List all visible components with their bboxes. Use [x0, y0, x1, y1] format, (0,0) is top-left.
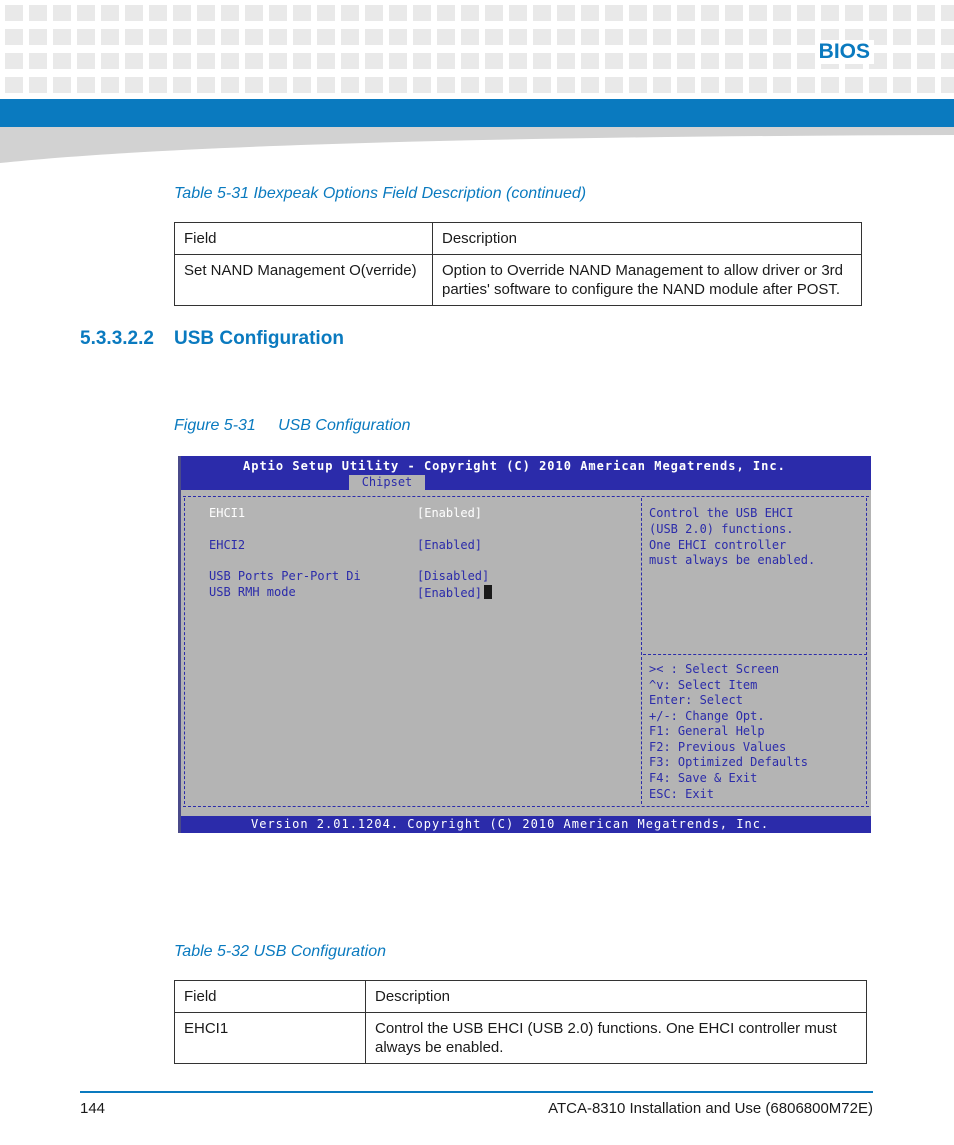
grid-cell — [5, 29, 23, 45]
grid-cell — [917, 5, 935, 21]
frame-bottom-border — [183, 806, 869, 807]
text-cursor — [484, 585, 492, 599]
grid-cell — [557, 77, 575, 93]
key-hint: ESC: Exit — [649, 787, 715, 801]
help-divider — [643, 654, 867, 655]
option-label: EHCI2 — [209, 538, 246, 552]
grid-cell — [653, 5, 671, 21]
grid-cell — [197, 29, 215, 45]
grid-cell — [173, 29, 191, 45]
option-value[interactable]: [Disabled] — [417, 569, 490, 583]
grid-cell — [581, 5, 599, 21]
grid-cell — [485, 29, 503, 45]
grid-cell — [77, 5, 95, 21]
option-usb-rmh[interactable] — [209, 585, 483, 600]
option-usb-ports[interactable] — [209, 569, 490, 583]
grid-cell — [437, 5, 455, 21]
frame-center-divider — [641, 498, 642, 804]
grid-cell — [629, 29, 647, 45]
grid-cell — [605, 29, 623, 45]
grid-cell — [485, 77, 503, 93]
grid-cell — [725, 29, 743, 45]
grid-cell — [389, 53, 407, 69]
bios-version: Version 2.01.1204. Copyright (C) 2010 American Megatrends, Inc. — [251, 817, 770, 831]
grid-cell — [677, 77, 695, 93]
grid-cell — [317, 5, 335, 21]
grid-cell — [773, 29, 791, 45]
grid-cell — [941, 29, 954, 45]
header-cell: Field — [175, 981, 366, 1013]
grid-cell — [653, 53, 671, 69]
bios-title: Aptio Setup Utility - Copyright (C) 2010 American Megatrends, Inc. — [243, 459, 786, 473]
page-section-title: BIOS — [815, 40, 874, 64]
grid-cell — [221, 77, 239, 93]
grid-cell — [917, 53, 935, 69]
grid-cell — [125, 5, 143, 21]
grid-cell — [605, 5, 623, 21]
option-label: EHCI1 — [209, 506, 246, 520]
grid-cell — [221, 29, 239, 45]
grid-cell — [53, 29, 71, 45]
field-cell: Set NAND Management O(verride) — [175, 255, 433, 306]
grid-cell — [77, 77, 95, 93]
grid-cell — [149, 53, 167, 69]
grid-cell — [317, 29, 335, 45]
footer-rule — [80, 1091, 873, 1093]
grid-cell — [29, 29, 47, 45]
grid-cell — [533, 53, 551, 69]
grid-cell — [725, 77, 743, 93]
key-hint: +/-: Change Opt. — [649, 709, 765, 723]
grid-cell — [773, 53, 791, 69]
grid-cell — [53, 5, 71, 21]
grid-cell — [869, 77, 887, 93]
header-cell: Description — [433, 223, 862, 255]
grid-cell — [437, 77, 455, 93]
grid-cell — [749, 5, 767, 21]
header-cell: Description — [366, 981, 867, 1013]
figure-label: Figure 5-31 — [174, 417, 256, 434]
grid-cell — [533, 5, 551, 21]
grid-cell — [701, 5, 719, 21]
grid-cell — [293, 29, 311, 45]
grid-cell — [269, 77, 287, 93]
frame-right-border — [866, 498, 867, 804]
grid-cell — [149, 5, 167, 21]
grid-cell — [413, 77, 431, 93]
option-value[interactable] — [417, 585, 492, 600]
header-blue-bar — [0, 99, 954, 127]
grid-cell — [341, 29, 359, 45]
grid-cell — [77, 53, 95, 69]
grid-cell — [101, 29, 119, 45]
grid-cell — [893, 29, 911, 45]
grid-cell — [245, 5, 263, 21]
grid-cell — [629, 77, 647, 93]
grid-cell — [461, 5, 479, 21]
key-hint: Enter: Select — [649, 693, 743, 707]
grid-cell — [509, 77, 527, 93]
bios-title-bar — [181, 456, 871, 490]
grid-cell — [245, 53, 263, 69]
grid-cell — [197, 5, 215, 21]
grid-cell — [389, 5, 407, 21]
grid-cell — [413, 5, 431, 21]
grid-cell — [365, 53, 383, 69]
grid-cell — [125, 53, 143, 69]
grid-cell — [77, 29, 95, 45]
option-value-text: [Enabled] — [417, 586, 483, 600]
grid-cell — [557, 5, 575, 21]
grid-cell — [125, 77, 143, 93]
grid-cell — [917, 77, 935, 93]
grid-cell — [797, 53, 815, 69]
grid-cell — [749, 29, 767, 45]
grid-cell — [605, 53, 623, 69]
bios-screenshot — [178, 456, 871, 833]
grid-cell — [557, 29, 575, 45]
grid-cell — [365, 29, 383, 45]
grid-cell — [53, 53, 71, 69]
grid-cell — [893, 53, 911, 69]
grid-cell — [173, 5, 191, 21]
grid-cell — [749, 53, 767, 69]
key-hint: >< : Select Screen — [649, 662, 780, 676]
grid-cell — [5, 53, 23, 69]
grid-cell — [941, 5, 954, 21]
grid-cell — [869, 5, 887, 21]
tab-chipset[interactable]: Chipset — [349, 475, 425, 490]
figure-caption — [174, 417, 411, 435]
header-pattern — [0, 0, 954, 98]
grid-cell — [461, 29, 479, 45]
grid-cell — [269, 53, 287, 69]
grid-cell — [461, 77, 479, 93]
grid-cell — [845, 77, 863, 93]
grid-cell — [173, 53, 191, 69]
grid-cell — [53, 77, 71, 93]
help-line: (USB 2.0) functions. — [649, 522, 794, 536]
help-line: Control the USB EHCI — [649, 506, 794, 520]
grid-cell — [221, 5, 239, 21]
table-row — [175, 1013, 867, 1064]
grid-cell — [461, 53, 479, 69]
frame-left-border — [184, 498, 185, 804]
figure-title: USB Configuration — [278, 417, 411, 434]
grid-cell — [941, 53, 954, 69]
key-hint: ^v: Select Item — [649, 678, 758, 692]
field-cell: EHCI1 — [175, 1013, 366, 1064]
table-31 — [174, 222, 862, 306]
frame-top-border — [183, 496, 869, 497]
grid-cell — [29, 5, 47, 21]
grid-cell — [293, 53, 311, 69]
grid-cell — [653, 77, 671, 93]
grid-cell — [389, 77, 407, 93]
grid-cell — [629, 53, 647, 69]
grid-cell — [101, 77, 119, 93]
grid-cell — [509, 5, 527, 21]
grid-cell — [389, 29, 407, 45]
grid-cell — [677, 53, 695, 69]
option-ehci1[interactable] — [209, 506, 483, 520]
description-cell: Control the USB EHCI (USB 2.0) functions. One EHCI controller must always be enabled. — [366, 1013, 867, 1064]
grid-cell — [341, 77, 359, 93]
grid-cell — [149, 77, 167, 93]
grid-cell — [269, 5, 287, 21]
grid-cell — [749, 77, 767, 93]
document-title: ATCA-8310 Installation and Use (6806800M72E) — [548, 1100, 873, 1117]
grid-cell — [581, 77, 599, 93]
section-heading — [80, 328, 344, 350]
key-hint: F2: Previous Values — [649, 740, 787, 754]
grid-cell — [797, 29, 815, 45]
grid-cell — [245, 77, 263, 93]
table-32 — [174, 980, 867, 1064]
grid-cell — [197, 53, 215, 69]
grid-cell — [701, 77, 719, 93]
grid-cell — [365, 5, 383, 21]
grid-cell — [701, 53, 719, 69]
grid-cell — [797, 5, 815, 21]
grid-cell — [605, 77, 623, 93]
grid-cell — [941, 77, 954, 93]
section-title: USB Configuration — [174, 328, 344, 349]
grid-cell — [677, 29, 695, 45]
grid-cell — [845, 5, 863, 21]
grid-cell — [29, 53, 47, 69]
option-value[interactable]: [Enabled] — [417, 538, 483, 552]
grid-cell — [5, 77, 23, 93]
grid-cell — [893, 5, 911, 21]
grid-cell — [197, 77, 215, 93]
grid-cell — [317, 77, 335, 93]
key-hint: F4: Save & Exit — [649, 771, 758, 785]
key-hint: F3: Optimized Defaults — [649, 755, 808, 769]
grid-cell — [413, 29, 431, 45]
header-swoosh — [0, 127, 954, 165]
table-row — [175, 255, 862, 306]
grid-cell — [725, 5, 743, 21]
bios-footer-bar — [181, 816, 871, 833]
description-cell: Option to Override NAND Management to allow driver or 3rd parties' software to configure the NAND module after POST. — [433, 255, 862, 306]
grid-cell — [125, 29, 143, 45]
bios-frame — [181, 490, 871, 814]
grid-cell — [437, 53, 455, 69]
grid-cell — [293, 5, 311, 21]
grid-cell — [341, 53, 359, 69]
grid-cell — [533, 77, 551, 93]
table-header-row — [175, 981, 867, 1013]
grid-cell — [413, 53, 431, 69]
section-number: 5.3.3.2.2 — [80, 328, 154, 349]
grid-cell — [29, 77, 47, 93]
grid-cell — [893, 77, 911, 93]
table-31-caption: Table 5-31 Ibexpeak Options Field Description (continued) — [174, 185, 587, 202]
grid-cell — [581, 53, 599, 69]
page-number: 144 — [80, 1100, 106, 1117]
grid-cell — [653, 29, 671, 45]
grid-cell — [101, 5, 119, 21]
grid-cell — [365, 77, 383, 93]
grid-cell — [677, 5, 695, 21]
grid-cell — [797, 77, 815, 93]
option-label: USB RMH mode — [209, 585, 296, 599]
grid-cell — [341, 5, 359, 21]
grid-cell — [581, 29, 599, 45]
key-hint: F1: General Help — [649, 724, 765, 738]
grid-cell — [269, 29, 287, 45]
grid-cell — [221, 53, 239, 69]
grid-cell — [773, 77, 791, 93]
option-label: USB Ports Per-Port Di — [209, 569, 361, 583]
grid-cell — [821, 77, 839, 93]
help-line: must always be enabled. — [649, 553, 816, 567]
grid-cell — [5, 5, 23, 21]
grid-cell — [245, 29, 263, 45]
grid-cell — [485, 5, 503, 21]
grid-cell — [629, 5, 647, 21]
grid-cell — [173, 77, 191, 93]
table-header-row — [175, 223, 862, 255]
header-cell: Field — [175, 223, 433, 255]
table-32-caption: Table 5-32 USB Configuration — [174, 943, 386, 960]
grid-cell — [437, 29, 455, 45]
grid-cell — [773, 5, 791, 21]
grid-cell — [701, 29, 719, 45]
grid-cell — [917, 29, 935, 45]
option-ehci2[interactable] — [209, 538, 483, 552]
grid-cell — [725, 53, 743, 69]
grid-cell — [533, 29, 551, 45]
grid-cell — [821, 5, 839, 21]
grid-cell — [149, 29, 167, 45]
grid-cell — [101, 53, 119, 69]
help-line: One EHCI controller — [649, 538, 787, 552]
grid-cell — [509, 29, 527, 45]
grid-cell — [293, 77, 311, 93]
grid-cell — [509, 53, 527, 69]
grid-cell — [485, 53, 503, 69]
grid-cell — [557, 53, 575, 69]
option-value[interactable]: [Enabled] — [417, 506, 483, 520]
grid-cell — [317, 53, 335, 69]
